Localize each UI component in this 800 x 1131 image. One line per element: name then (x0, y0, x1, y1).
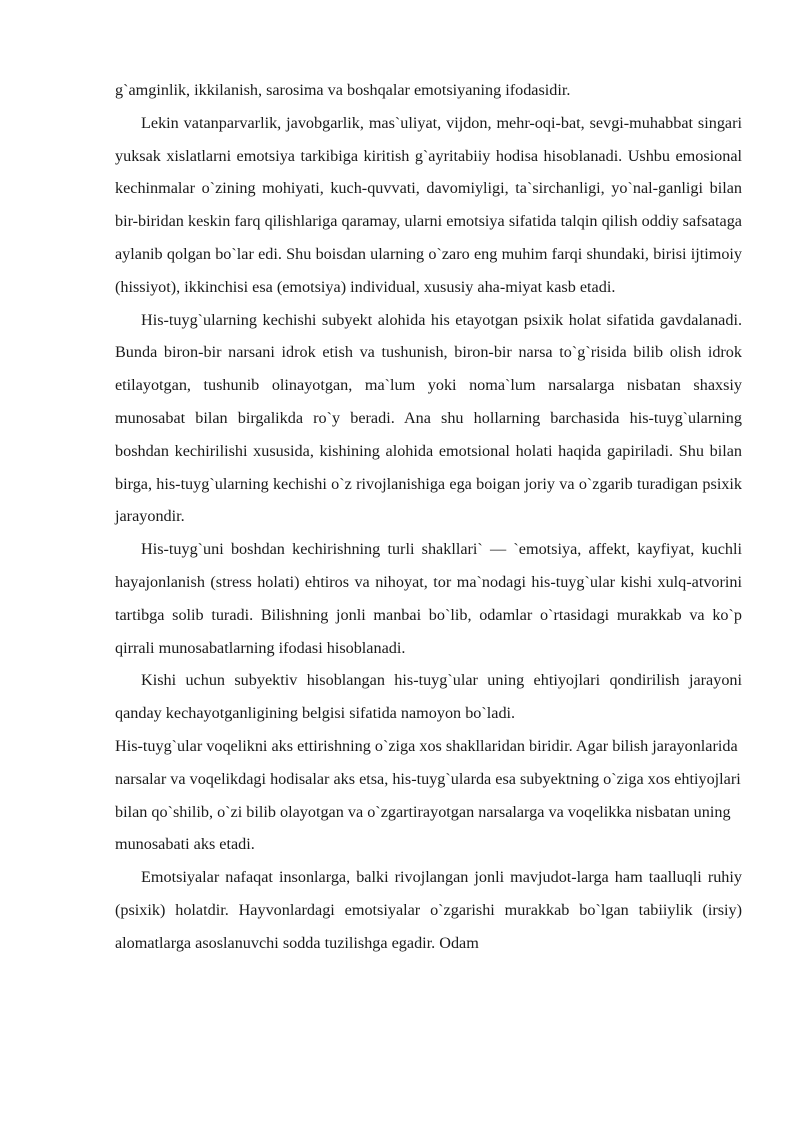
paragraph-5: Kishi uchun subyektiv hisoblangan his-tuyg`ular uning ehtiyojlari qondirilish jarayoni qanday kechayotganligining belgisi sifatida namoyon bo`ladi. (115, 671, 742, 723)
paragraph-2: Lekin vatanparvarlik, javobgarlik, mas`uliyat, vijdon, mehr-oqi-bat, sevgi-muhabbat singari yuksak xislatlarni emotsiya tarkibiga kiritish g`ayritabiiy hodisa hisoblanadi. Ushbu emosional kechinmalar o`zining mohiyati, kuch-quvvati, davomiyligi, ta`sirchanligi, yo`nal-ganligi bilan bir-biridan keskin farq qilishlariga qaramay, ularni emotsiya sifatida talqin qilish oddiy safsataga aylanib qolgan bo`lar edi. Shu boisdan ularning o`zaro eng muhim farqi shundaki, birisi ijtimoiy (hissiyot), ikkinchisi esa (emotsiya) individual, xususiy aha-miyat kasb etadi. (115, 113, 742, 296)
paragraph-1: g`amginlik, ikkilanish, sarosima va boshqalar emotsiyaning ifodasidir. (115, 81, 571, 99)
paragraph-4: His-tuyg`uni boshdan kechirishning turli shakllari` — `emotsiya, affekt, kayfiyat, kuchli hayajonlanish (stress holati) ehtiros va nihoyat, tor ma`nodagi his-tuyg`ular kishi xulq-atvorini tartibga solib turadi. Bilishning jonli manbai bo`lib, odamlar o`rtasidagi murakkab va ko`p qirrali munosabatlarning ifodasi hisoblanadi. (115, 540, 742, 657)
paragraph-3: His-tuyg`ularning kechishi subyekt alohida his etayotgan psixik holat sifatida gavdalanadi. Bunda biron-bir narsani idrok etish va tushunish, biron-bir narsa to`g`risida bilib olish idrok etilayotgan, tushunib olinayotgan, ma`lum yoki noma`lum narsalarga nisbatan shaxsiy munosabat bilan birgalikda ro`y beradi. Ana shu hollarning barchasida his-tuyg`ularning boshdan kechirilishi xususida, kishining alohida emotsional holati haqida gapiriladi. Shu bilan birga, his-tuyg`ularning kechishi o`z rivojlanishiga ega boigan joriy va o`zgarib turadigan psixik jarayondir. (115, 310, 742, 526)
paragraph-7: Emotsiyalar nafaqat insonlarga, balki rivojlangan jonli mavjudot-larga ham taalluqli ruhiy (psixik) holatdir. Hayvonlardagi emotsiyalar o`zgarishi murakkab bo`lgan tabiiylik (irsiy) alomatlarga asoslanuvchi sodda tuzilishga egadir. Odam (115, 868, 742, 952)
paragraph-6: His-tuyg`ular voqelikni aks ettirishning o`ziga xos shakllaridan biridir. Agar bilish jarayonlarida narsalar va voqelikdagi hodisalar aks etsa, his-tuyg`ularda esa subyektning o`ziga xos ehtiyojlari bilan qo`shilib, o`zi bilib olayotgan va o`zgartirayotgan narsalarga va voqelikka nisbatan uning munosabati aks etadi. (115, 736, 741, 854)
